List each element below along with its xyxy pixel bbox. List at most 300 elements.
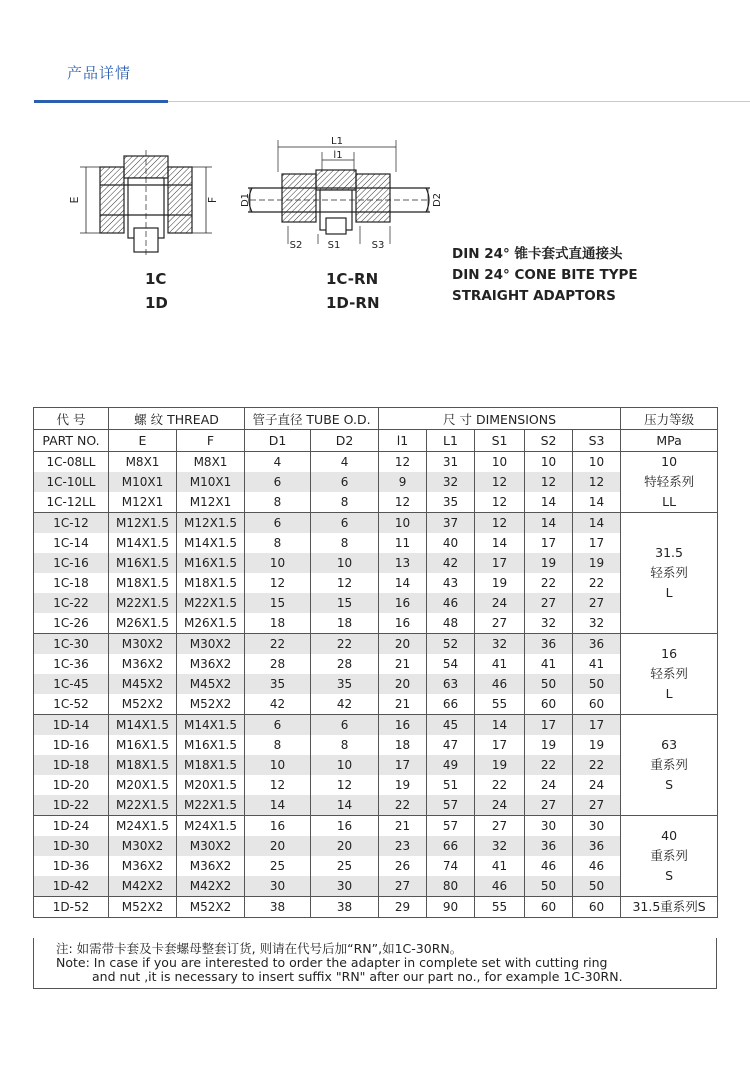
cell-thread-f: M14X1.5 xyxy=(177,715,245,736)
header-f: F xyxy=(177,430,245,452)
dim-label-S3: S3 xyxy=(371,240,385,251)
model-label-1d: 1D xyxy=(145,294,168,312)
cell-tube-d2: 42 xyxy=(311,694,379,715)
adaptor-drawing-left xyxy=(80,150,212,258)
cell-dim-L1: 51 xyxy=(427,775,475,795)
cell-thread-e: M20X1.5 xyxy=(109,775,177,795)
cell-tube-d2: 6 xyxy=(311,715,379,736)
cell-tube-d1: 8 xyxy=(245,533,311,553)
cell-dim-l1: 20 xyxy=(379,634,427,655)
cell-dim-L1: 40 xyxy=(427,533,475,553)
cell-tube-d2: 8 xyxy=(311,533,379,553)
table-row xyxy=(34,533,718,553)
cell-tube-d1: 8 xyxy=(245,735,311,755)
cell-dim-s3: 19 xyxy=(573,553,621,573)
pressure-class-cell xyxy=(621,513,718,634)
cell-tube-d1: 6 xyxy=(245,513,311,534)
cell-tube-d2: 4 xyxy=(311,452,379,473)
cell-thread-f: M10X1 xyxy=(177,472,245,492)
cell-thread-e: M30X2 xyxy=(109,836,177,856)
header-s1: S1 xyxy=(475,430,525,452)
cell-thread-e: M16X1.5 xyxy=(109,735,177,755)
cell-dim-L1: 42 xyxy=(427,553,475,573)
cell-dim-s1: 10 xyxy=(475,452,525,473)
cell-tube-d1: 10 xyxy=(245,553,311,573)
cell-dim-s1: 12 xyxy=(475,513,525,534)
cell-tube-d2: 14 xyxy=(311,795,379,816)
title-accent-bar xyxy=(34,100,168,103)
cell-dim-l1: 14 xyxy=(379,573,427,593)
cell-dim-s3: 22 xyxy=(573,755,621,775)
cell-part-no: 1D-20 xyxy=(34,775,109,795)
table-row xyxy=(34,613,718,634)
pressure-line: 10 xyxy=(661,454,678,469)
cell-dim-s3: 30 xyxy=(573,816,621,837)
cell-dim-s3: 46 xyxy=(573,856,621,876)
cell-dim-s2: 46 xyxy=(525,856,573,876)
cell-dim-s1: 41 xyxy=(475,654,525,674)
pressure-line: 63 xyxy=(661,737,678,752)
cell-thread-e: M30X2 xyxy=(109,634,177,655)
table-row xyxy=(34,452,718,473)
cell-dim-L1: 49 xyxy=(427,755,475,775)
table-row xyxy=(34,775,718,795)
cell-part-no: 1C-26 xyxy=(34,613,109,634)
cell-dim-L1: 63 xyxy=(427,674,475,694)
cell-thread-f: M52X2 xyxy=(177,897,245,918)
cell-thread-e: M45X2 xyxy=(109,674,177,694)
pressure-class-cell xyxy=(621,816,718,897)
cell-dim-l1: 16 xyxy=(379,593,427,613)
cell-dim-l1: 16 xyxy=(379,613,427,634)
cell-thread-e: M8X1 xyxy=(109,452,177,473)
cell-part-no: 1C-10LL xyxy=(34,472,109,492)
cell-thread-e: M10X1 xyxy=(109,472,177,492)
cell-dim-L1: 52 xyxy=(427,634,475,655)
heading-line-en-2: STRAIGHT ADAPTORS xyxy=(452,288,616,304)
cell-thread-e: M12X1.5 xyxy=(109,513,177,534)
cell-dim-L1: 45 xyxy=(427,715,475,736)
cell-dim-L1: 32 xyxy=(427,472,475,492)
cell-dim-L1: 46 xyxy=(427,593,475,613)
cell-dim-s2: 27 xyxy=(525,795,573,816)
cell-dim-l1: 21 xyxy=(379,816,427,837)
cell-tube-d2: 35 xyxy=(311,674,379,694)
cell-thread-f: M16X1.5 xyxy=(177,553,245,573)
cell-dim-s2: 30 xyxy=(525,816,573,837)
header-l1-small: l1 xyxy=(379,430,427,452)
cell-part-no: 1D-36 xyxy=(34,856,109,876)
header-d2: D2 xyxy=(311,430,379,452)
pressure-line: L xyxy=(665,686,673,701)
cell-dim-l1: 18 xyxy=(379,735,427,755)
dim-label-l1: l1 xyxy=(333,150,343,161)
table-row xyxy=(34,715,718,736)
cell-thread-f: M42X2 xyxy=(177,876,245,897)
cell-dim-s2: 10 xyxy=(525,452,573,473)
pressure-line: 轻系列 xyxy=(650,565,688,580)
cell-dim-s1: 12 xyxy=(475,472,525,492)
cell-dim-s3: 50 xyxy=(573,876,621,897)
cell-thread-e: M52X2 xyxy=(109,694,177,715)
cell-thread-e: M14X1.5 xyxy=(109,715,177,736)
cell-dim-L1: 31 xyxy=(427,452,475,473)
cell-tube-d2: 38 xyxy=(311,897,379,918)
cell-dim-l1: 16 xyxy=(379,715,427,736)
cell-dim-s1: 19 xyxy=(475,573,525,593)
cell-tube-d2: 12 xyxy=(311,775,379,795)
cell-dim-l1: 27 xyxy=(379,876,427,897)
cell-tube-d2: 12 xyxy=(311,573,379,593)
cell-dim-s1: 14 xyxy=(475,533,525,553)
table-row xyxy=(34,755,718,775)
cell-part-no: 1C-12LL xyxy=(34,492,109,513)
header-d1: D1 xyxy=(245,430,311,452)
cell-dim-s1: 24 xyxy=(475,593,525,613)
pressure-line: 16 xyxy=(661,646,678,661)
cell-dim-L1: 43 xyxy=(427,573,475,593)
cell-dim-l1: 12 xyxy=(379,492,427,513)
cell-tube-d1: 20 xyxy=(245,836,311,856)
cell-thread-e: M36X2 xyxy=(109,654,177,674)
cell-part-no: 1D-30 xyxy=(34,836,109,856)
cell-dim-s3: 36 xyxy=(573,634,621,655)
cell-dim-s3: 60 xyxy=(573,897,621,918)
cell-thread-f: M16X1.5 xyxy=(177,735,245,755)
cell-dim-l1: 12 xyxy=(379,452,427,473)
header-mpa: MPa xyxy=(621,430,718,452)
pressure-line: LL xyxy=(662,494,677,509)
cell-thread-f: M24X1.5 xyxy=(177,816,245,837)
cell-dim-s2: 60 xyxy=(525,694,573,715)
pressure-line: 31.5重系列S xyxy=(632,899,706,914)
spec-table xyxy=(33,407,718,918)
pressure-line: S xyxy=(665,868,674,883)
cell-tube-d1: 16 xyxy=(245,816,311,837)
cell-dim-L1: 74 xyxy=(427,856,475,876)
model-label-1c-rn: 1C-RN xyxy=(326,270,379,288)
cell-tube-d1: 35 xyxy=(245,674,311,694)
cell-dim-l1: 29 xyxy=(379,897,427,918)
header-e: E xyxy=(109,430,177,452)
note-line-en-2: and nut ,it is necessary to insert suffix "RN" after our part no., for example 1C-30RN. xyxy=(92,969,623,984)
dim-label-e: E xyxy=(68,196,81,204)
dim-label-S2: S2 xyxy=(289,240,303,251)
pressure-class-cell xyxy=(621,897,718,918)
model-label-1d-rn: 1D-RN xyxy=(326,294,380,312)
cell-dim-l1: 17 xyxy=(379,755,427,775)
cell-dim-s2: 60 xyxy=(525,897,573,918)
cell-dim-s3: 32 xyxy=(573,613,621,634)
cell-dim-s2: 24 xyxy=(525,775,573,795)
cell-tube-d2: 30 xyxy=(311,876,379,897)
cell-tube-d2: 10 xyxy=(311,755,379,775)
cell-tube-d2: 6 xyxy=(311,513,379,534)
cell-dim-s3: 12 xyxy=(573,472,621,492)
cell-dim-s2: 36 xyxy=(525,836,573,856)
table-row xyxy=(34,836,718,856)
cell-thread-e: M18X1.5 xyxy=(109,573,177,593)
cell-tube-d1: 18 xyxy=(245,613,311,634)
cell-tube-d1: 30 xyxy=(245,876,311,897)
cell-tube-d1: 14 xyxy=(245,795,311,816)
cell-dim-s1: 19 xyxy=(475,755,525,775)
pressure-class-cell xyxy=(621,452,718,513)
cell-dim-s2: 22 xyxy=(525,755,573,775)
cell-part-no: 1D-16 xyxy=(34,735,109,755)
cell-thread-f: M14X1.5 xyxy=(177,533,245,553)
note-line-cn: 注: 如需带卡套及卡套螺母整套订货, 则请在代号后加“RN”,如1C-30RN。 xyxy=(56,941,463,956)
cell-part-no: 1C-52 xyxy=(34,694,109,715)
pressure-line: 重系列 xyxy=(650,757,688,772)
cell-part-no: 1D-14 xyxy=(34,715,109,736)
cell-thread-f: M12X1 xyxy=(177,492,245,513)
cell-dim-L1: 57 xyxy=(427,795,475,816)
cell-tube-d2: 25 xyxy=(311,856,379,876)
cell-dim-s2: 22 xyxy=(525,573,573,593)
cell-thread-f: M20X1.5 xyxy=(177,775,245,795)
cell-thread-e: M18X1.5 xyxy=(109,755,177,775)
cell-thread-e: M52X2 xyxy=(109,897,177,918)
cell-dim-s1: 46 xyxy=(475,876,525,897)
dim-label-S1: S1 xyxy=(327,240,341,251)
cell-thread-f: M45X2 xyxy=(177,674,245,694)
table-row xyxy=(34,654,718,674)
header-thread: 螺 纹 THREAD xyxy=(109,408,245,430)
table-row xyxy=(34,674,718,694)
header-code: 代 号 xyxy=(34,408,109,430)
cell-part-no: 1C-22 xyxy=(34,593,109,613)
cell-dim-s2: 32 xyxy=(525,613,573,634)
cell-dim-s2: 19 xyxy=(525,735,573,755)
cell-tube-d1: 4 xyxy=(245,452,311,473)
cell-thread-e: M22X1.5 xyxy=(109,593,177,613)
cell-dim-l1: 22 xyxy=(379,795,427,816)
pressure-class-cell xyxy=(621,634,718,715)
cell-tube-d2: 8 xyxy=(311,492,379,513)
table-row xyxy=(34,735,718,755)
table-row xyxy=(34,472,718,492)
cell-dim-s1: 24 xyxy=(475,795,525,816)
pressure-line: 轻系列 xyxy=(650,666,688,681)
cell-thread-e: M12X1 xyxy=(109,492,177,513)
cell-dim-s2: 17 xyxy=(525,533,573,553)
cell-tube-d1: 6 xyxy=(245,715,311,736)
table-row xyxy=(34,694,718,715)
cell-dim-s3: 24 xyxy=(573,775,621,795)
cell-part-no: 1C-14 xyxy=(34,533,109,553)
cell-dim-l1: 11 xyxy=(379,533,427,553)
cell-thread-f: M18X1.5 xyxy=(177,755,245,775)
order-note xyxy=(33,938,717,989)
cell-dim-s1: 17 xyxy=(475,553,525,573)
cell-thread-f: M22X1.5 xyxy=(177,593,245,613)
cell-dim-s2: 12 xyxy=(525,472,573,492)
section-title: 产品详情 xyxy=(67,64,132,82)
cell-thread-f: M30X2 xyxy=(177,836,245,856)
cell-dim-s3: 14 xyxy=(573,513,621,534)
cell-dim-l1: 13 xyxy=(379,553,427,573)
cell-dim-s1: 46 xyxy=(475,674,525,694)
cell-thread-f: M12X1.5 xyxy=(177,513,245,534)
cell-dim-s2: 50 xyxy=(525,876,573,897)
cell-dim-l1: 10 xyxy=(379,513,427,534)
pressure-line: 40 xyxy=(661,828,678,843)
cell-dim-s1: 27 xyxy=(475,613,525,634)
header-s2: S2 xyxy=(525,430,573,452)
cell-dim-L1: 66 xyxy=(427,694,475,715)
cell-thread-f: M30X2 xyxy=(177,634,245,655)
cell-thread-e: M24X1.5 xyxy=(109,816,177,837)
table-row xyxy=(34,553,718,573)
header-pressure: 压力等级 xyxy=(621,408,718,430)
cell-part-no: 1D-42 xyxy=(34,876,109,897)
cell-thread-e: M16X1.5 xyxy=(109,553,177,573)
cell-tube-d1: 10 xyxy=(245,755,311,775)
cell-dim-s1: 17 xyxy=(475,735,525,755)
cell-dim-s3: 36 xyxy=(573,836,621,856)
cell-dim-L1: 35 xyxy=(427,492,475,513)
cell-dim-L1: 80 xyxy=(427,876,475,897)
cell-dim-s1: 41 xyxy=(475,856,525,876)
cell-dim-s2: 50 xyxy=(525,674,573,694)
cell-dim-l1: 21 xyxy=(379,694,427,715)
cell-dim-L1: 66 xyxy=(427,836,475,856)
cell-tube-d2: 8 xyxy=(311,735,379,755)
cell-dim-s3: 27 xyxy=(573,593,621,613)
cell-part-no: 1C-18 xyxy=(34,573,109,593)
header-dimensions: 尺 寸 DIMENSIONS xyxy=(379,408,621,430)
cell-dim-l1: 23 xyxy=(379,836,427,856)
header-tube-od: 管子直径 TUBE O.D. xyxy=(245,408,379,430)
cell-dim-l1: 9 xyxy=(379,472,427,492)
pressure-line: S xyxy=(665,777,674,792)
cell-tube-d2: 6 xyxy=(311,472,379,492)
cell-dim-s2: 14 xyxy=(525,513,573,534)
table-row xyxy=(34,795,718,816)
cell-tube-d2: 20 xyxy=(311,836,379,856)
cell-tube-d2: 28 xyxy=(311,654,379,674)
cell-dim-s3: 10 xyxy=(573,452,621,473)
cell-part-no: 1C-36 xyxy=(34,654,109,674)
pressure-line: 特轻系列 xyxy=(644,474,695,489)
cell-dim-s1: 55 xyxy=(475,897,525,918)
cell-dim-s2: 41 xyxy=(525,654,573,674)
cell-thread-f: M18X1.5 xyxy=(177,573,245,593)
cell-tube-d1: 8 xyxy=(245,492,311,513)
cell-thread-f: M36X2 xyxy=(177,654,245,674)
cell-part-no: 1C-08LL xyxy=(34,452,109,473)
cell-dim-L1: 54 xyxy=(427,654,475,674)
cell-dim-s3: 19 xyxy=(573,735,621,755)
cell-thread-e: M36X2 xyxy=(109,856,177,876)
cell-dim-s1: 27 xyxy=(475,816,525,837)
cell-tube-d1: 42 xyxy=(245,694,311,715)
pressure-line: 31.5 xyxy=(655,545,683,560)
cell-part-no: 1C-12 xyxy=(34,513,109,534)
cell-thread-f: M36X2 xyxy=(177,856,245,876)
cell-dim-L1: 90 xyxy=(427,897,475,918)
heading-line-cn: DIN 24° 锥卡套式直通接头 xyxy=(452,246,623,262)
cell-dim-s3: 60 xyxy=(573,694,621,715)
cell-dim-s2: 27 xyxy=(525,593,573,613)
cell-dim-s3: 41 xyxy=(573,654,621,674)
cell-dim-s1: 14 xyxy=(475,715,525,736)
model-label-1c: 1C xyxy=(145,270,167,288)
cell-tube-d1: 15 xyxy=(245,593,311,613)
cell-part-no: 1C-30 xyxy=(34,634,109,655)
cell-dim-s2: 36 xyxy=(525,634,573,655)
pressure-line: 重系列 xyxy=(650,848,688,863)
cell-thread-e: M22X1.5 xyxy=(109,795,177,816)
pressure-class-cell xyxy=(621,715,718,816)
cell-dim-s2: 14 xyxy=(525,492,573,513)
heading-line-en-1: DIN 24° CONE BITE TYPE xyxy=(452,267,638,283)
cell-part-no: 1D-24 xyxy=(34,816,109,837)
cell-tube-d1: 12 xyxy=(245,775,311,795)
cell-thread-f: M8X1 xyxy=(177,452,245,473)
table-row xyxy=(34,573,718,593)
dim-label-D2: D2 xyxy=(432,192,443,208)
cell-dim-L1: 37 xyxy=(427,513,475,534)
cell-dim-s1: 55 xyxy=(475,694,525,715)
cell-part-no: 1C-16 xyxy=(34,553,109,573)
cell-dim-s1: 32 xyxy=(475,836,525,856)
cell-tube-d1: 38 xyxy=(245,897,311,918)
cell-tube-d2: 15 xyxy=(311,593,379,613)
product-heading xyxy=(452,244,638,307)
header-L1: L1 xyxy=(427,430,475,452)
cell-thread-e: M26X1.5 xyxy=(109,613,177,634)
pressure-line: L xyxy=(665,585,673,600)
cell-dim-L1: 47 xyxy=(427,735,475,755)
table-row xyxy=(34,876,718,897)
dim-label-f: F xyxy=(206,196,219,204)
cell-tube-d1: 25 xyxy=(245,856,311,876)
cell-thread-f: M52X2 xyxy=(177,694,245,715)
table-row xyxy=(34,634,718,655)
dim-label-L1: L1 xyxy=(331,136,343,147)
header-part-no: PART NO. xyxy=(34,430,109,452)
cell-dim-s3: 14 xyxy=(573,492,621,513)
cell-dim-l1: 26 xyxy=(379,856,427,876)
cell-thread-e: M42X2 xyxy=(109,876,177,897)
cell-dim-s1: 22 xyxy=(475,775,525,795)
cell-dim-l1: 19 xyxy=(379,775,427,795)
cell-tube-d1: 22 xyxy=(245,634,311,655)
cell-dim-s3: 50 xyxy=(573,674,621,694)
table-row xyxy=(34,513,718,534)
table-row xyxy=(34,897,718,918)
cell-dim-L1: 48 xyxy=(427,613,475,634)
cell-thread-f: M22X1.5 xyxy=(177,795,245,816)
table-row xyxy=(34,856,718,876)
cell-thread-f: M26X1.5 xyxy=(177,613,245,634)
cell-tube-d1: 6 xyxy=(245,472,311,492)
cell-dim-l1: 21 xyxy=(379,654,427,674)
cell-tube-d1: 28 xyxy=(245,654,311,674)
cell-part-no: 1D-22 xyxy=(34,795,109,816)
dim-label-D1: D1 xyxy=(240,192,251,208)
cell-dim-s3: 27 xyxy=(573,795,621,816)
cell-tube-d2: 10 xyxy=(311,553,379,573)
note-line-en-1: Note: In case if you are interested to order the adapter in complete set with cutting ring xyxy=(56,955,608,970)
cell-part-no: 1D-18 xyxy=(34,755,109,775)
cell-tube-d2: 18 xyxy=(311,613,379,634)
cell-dim-s3: 17 xyxy=(573,715,621,736)
cell-tube-d2: 22 xyxy=(311,634,379,655)
cell-tube-d2: 16 xyxy=(311,816,379,837)
